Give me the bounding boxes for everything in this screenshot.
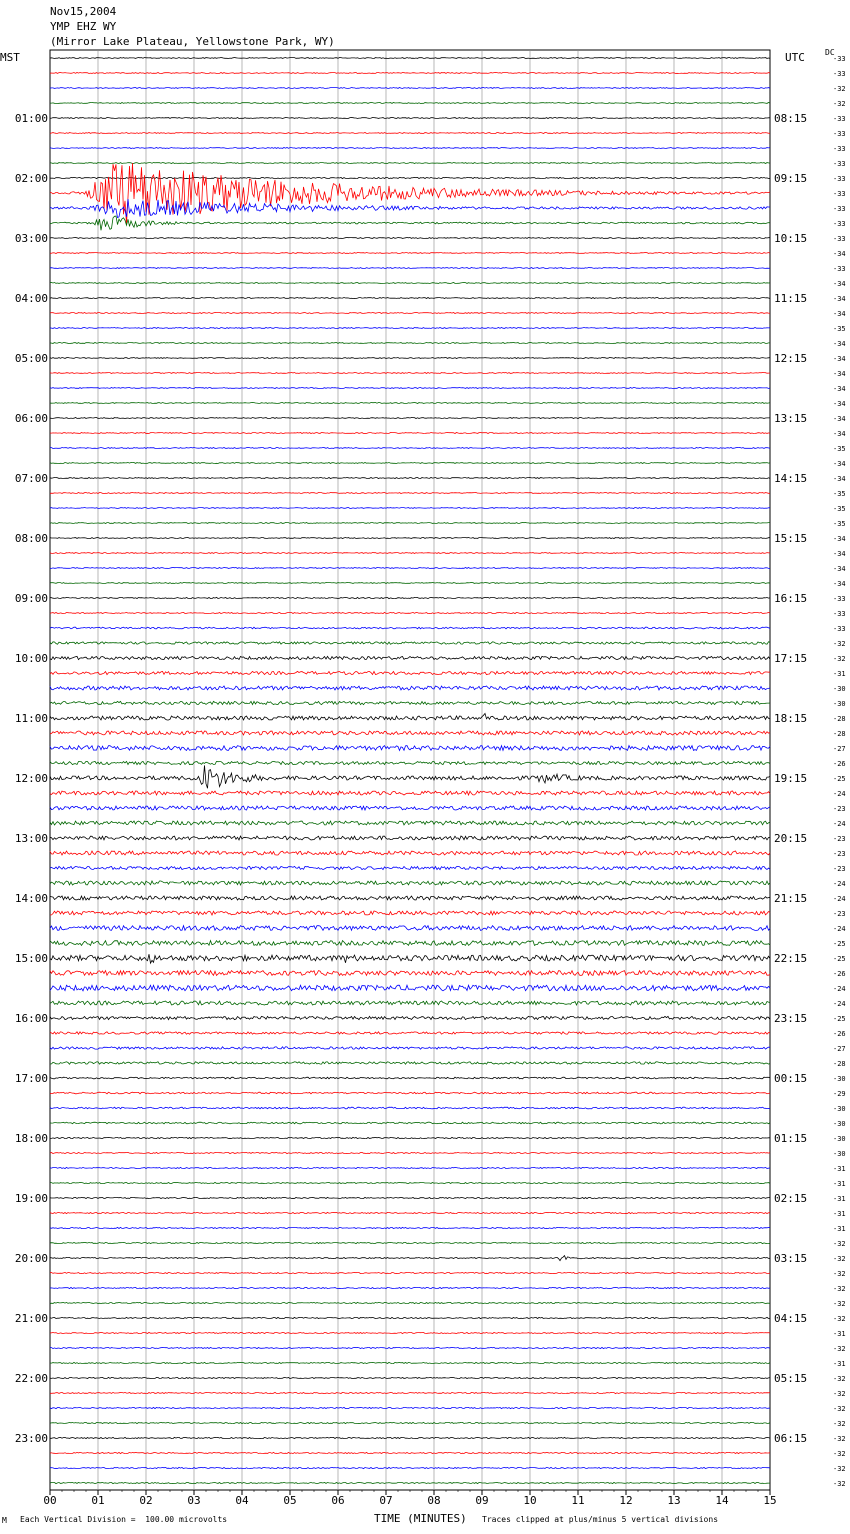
x-tick-label: 07 [379, 1494, 393, 1507]
trace-66 [50, 1047, 770, 1049]
dc-offset-label: -32 [833, 1315, 846, 1323]
dc-offset-label: -32 [833, 1405, 846, 1413]
right-hour-label: 06:15 [774, 1432, 808, 1445]
trace-23 [50, 403, 770, 404]
dc-offset-label: -24 [833, 895, 846, 903]
trace-28 [50, 478, 770, 479]
trace-59 [50, 941, 770, 946]
left-hour-label: 09:00 [14, 592, 48, 605]
dc-offset-label: -32 [833, 1390, 846, 1398]
right-hour-label: 02:15 [774, 1192, 808, 1205]
right-hour-label: 04:15 [774, 1312, 808, 1325]
right-hour-label: 22:15 [774, 952, 808, 965]
dc-offset-label: -31 [833, 1225, 846, 1233]
trace-62 [50, 985, 770, 991]
right-hour-label: 12:15 [774, 352, 808, 365]
trace-50 [50, 806, 770, 810]
dc-offset-label: -34 [833, 475, 846, 483]
left-hour-label: 10:00 [14, 652, 48, 665]
left-hour-label: 04:00 [14, 292, 48, 305]
right-hour-label: 00:15 [774, 1072, 808, 1085]
trace-52 [50, 836, 770, 840]
x-tick-label: 02 [139, 1494, 153, 1507]
right-hour-label: 23:15 [774, 1012, 808, 1025]
trace-12 [50, 238, 770, 239]
dc-offset-label: -34 [833, 565, 846, 573]
trace-57 [50, 911, 770, 915]
right-hour-label: 19:15 [774, 772, 808, 785]
dc-offset-label: -33 [833, 115, 846, 123]
left-hour-label: 22:00 [14, 1372, 48, 1385]
dc-offset-label: -33 [833, 160, 846, 168]
x-tick-label: 00 [43, 1494, 57, 1507]
dc-offset-label: -30 [833, 1135, 846, 1143]
scale-note: Each Vertical Division = 100.00 microvolts [20, 1515, 228, 1524]
trace-40 [50, 656, 770, 659]
trace-63 [50, 1001, 770, 1005]
dc-offset-label: -30 [833, 700, 846, 708]
dc-offset-label: -31 [833, 1330, 846, 1338]
trace-6 [50, 148, 770, 149]
dc-offset-label: -23 [833, 865, 846, 873]
dc-offset-label: -33 [833, 625, 846, 633]
left-hour-label: 08:00 [14, 532, 48, 545]
trace-16 [50, 298, 770, 299]
dc-offset-label: -23 [833, 835, 846, 843]
dc-offset-label: -34 [833, 550, 846, 558]
right-hour-label: 05:15 [774, 1372, 808, 1385]
trace-4 [50, 118, 770, 119]
right-hour-label: 16:15 [774, 592, 808, 605]
dc-offset-label: -33 [833, 235, 846, 243]
dc-offset-label: -33 [833, 175, 846, 183]
dc-offset-label: -33 [833, 220, 846, 228]
trace-54 [50, 866, 770, 869]
dc-offset-label: -25 [833, 1015, 846, 1023]
left-hour-label: 18:00 [14, 1132, 48, 1145]
dc-offset-label: -31 [833, 1195, 846, 1203]
dc-offset-label: -34 [833, 280, 846, 288]
x-tick-label: 09 [475, 1494, 489, 1507]
trace-38 [50, 627, 770, 629]
left-hour-label: 01:00 [14, 112, 48, 125]
dc-offset-label: -32 [833, 1375, 846, 1383]
plot-frame [50, 50, 770, 1490]
trace-10 [50, 199, 770, 218]
dc-offset-label: -32 [833, 1240, 846, 1248]
trace-83 [50, 1302, 770, 1303]
dc-offset-label: -28 [833, 715, 846, 723]
dc-offset-label: -30 [833, 1105, 846, 1113]
trace-81 [50, 1272, 770, 1273]
left-hour-label: 03:00 [14, 232, 48, 245]
right-hour-label: 21:15 [774, 892, 808, 905]
trace-94 [50, 1467, 770, 1468]
trace-85 [50, 1332, 770, 1333]
trace-31 [50, 523, 770, 524]
dc-offset-label: -32 [833, 640, 846, 648]
dc-offset-label: -31 [833, 1165, 846, 1173]
dc-offset-label: -34 [833, 580, 846, 588]
dc-offset-label: -32 [833, 1435, 846, 1443]
trace-14 [50, 268, 770, 269]
right-hour-label: 11:15 [774, 292, 808, 305]
dc-offset-label: -23 [833, 910, 846, 918]
x-tick-label: 06 [331, 1494, 345, 1507]
dc-offset-label: -31 [833, 1360, 846, 1368]
dc-offset-label: -32 [833, 1420, 846, 1428]
dc-offset-label: -24 [833, 925, 846, 933]
dc-offset-label: -34 [833, 535, 846, 543]
dc-offset-label: -33 [833, 610, 846, 618]
dc-offset-label: -32 [833, 1300, 846, 1308]
trace-67 [50, 1062, 770, 1064]
left-hour-label: 19:00 [14, 1192, 48, 1205]
dc-offset-label: -23 [833, 805, 846, 813]
right-hour-label: 15:15 [774, 532, 808, 545]
trace-65 [50, 1032, 770, 1034]
dc-offset-label: -34 [833, 460, 846, 468]
dc-offset-label: -34 [833, 310, 846, 318]
left-hour-label: 20:00 [14, 1252, 48, 1265]
dc-offset-label: -26 [833, 1030, 846, 1038]
left-hour-label: 12:00 [14, 772, 48, 785]
x-tick-label: 03 [187, 1494, 201, 1507]
right-hour-label: 08:15 [774, 112, 808, 125]
trace-8 [50, 177, 770, 178]
trace-71 [50, 1122, 770, 1124]
x-tick-label: 15 [763, 1494, 777, 1507]
left-hour-label: 14:00 [14, 892, 48, 905]
trace-17 [50, 313, 770, 314]
dc-offset-label: -32 [833, 1450, 846, 1458]
trace-76 [50, 1197, 770, 1198]
dc-offset-label: -32 [833, 100, 846, 108]
trace-80 [50, 1256, 770, 1261]
trace-46 [50, 746, 770, 751]
right-hour-label: 14:15 [774, 472, 808, 485]
dc-offset-label: -27 [833, 745, 846, 753]
trace-74 [50, 1167, 770, 1168]
trace-33 [50, 553, 770, 554]
trace-55 [50, 881, 770, 885]
dc-offset-label: -30 [833, 685, 846, 693]
dc-offset-label: -24 [833, 790, 846, 798]
trace-61 [50, 971, 770, 976]
trace-7 [50, 163, 770, 164]
left-hour-label: 23:00 [14, 1432, 48, 1445]
trace-34 [50, 568, 770, 569]
dc-offset-label: -35 [833, 490, 846, 498]
left-hour-label: 13:00 [14, 832, 48, 845]
trace-41 [50, 671, 770, 674]
right-hour-label: 18:15 [774, 712, 808, 725]
trace-60 [50, 954, 770, 963]
trace-22 [50, 388, 770, 389]
trace-84 [50, 1317, 770, 1318]
trace-48 [50, 765, 770, 788]
dc-offset-label: -34 [833, 385, 846, 393]
left-hour-label: 06:00 [14, 412, 48, 425]
dc-offset-label: -33 [833, 55, 846, 63]
dc-offset-label: -28 [833, 1060, 846, 1068]
x-tick-label: 10 [523, 1494, 537, 1507]
x-tick-label: 01 [91, 1494, 105, 1507]
dc-offset-label: -26 [833, 760, 846, 768]
left-hour-label: 11:00 [14, 712, 48, 725]
trace-35 [50, 583, 770, 584]
trace-87 [50, 1362, 770, 1363]
trace-86 [50, 1347, 770, 1348]
trace-30 [50, 508, 770, 509]
x-tick-label: 04 [235, 1494, 249, 1507]
left-hour-label: 16:00 [14, 1012, 48, 1025]
dc-offset-label: -33 [833, 595, 846, 603]
trace-18 [50, 328, 770, 329]
dc-offset-label: -26 [833, 970, 846, 978]
trace-15 [50, 283, 770, 284]
trace-11 [50, 216, 770, 230]
dc-label: DC [825, 48, 835, 57]
trace-72 [50, 1137, 770, 1138]
dc-offset-label: -33 [833, 265, 846, 273]
trace-56 [50, 896, 770, 900]
x-tick-label: 08 [427, 1494, 441, 1507]
trace-36 [50, 597, 770, 598]
dc-offset-label: -31 [833, 670, 846, 678]
trace-75 [50, 1182, 770, 1183]
right-hour-label: 13:15 [774, 412, 808, 425]
trace-49 [50, 791, 770, 795]
trace-1 [50, 73, 770, 74]
right-hour-label: 20:15 [774, 832, 808, 845]
trace-58 [50, 926, 770, 931]
trace-19 [50, 343, 770, 344]
trace-26 [50, 448, 770, 449]
dc-offset-label: -31 [833, 1210, 846, 1218]
right-hour-label: 03:15 [774, 1252, 808, 1265]
dc-offset-label: -25 [833, 775, 846, 783]
dc-offset-label: -35 [833, 505, 846, 513]
trace-93 [50, 1452, 770, 1453]
trace-20 [50, 358, 770, 359]
clip-note: Traces clipped at plus/minus 5 vertical divisions [482, 1515, 719, 1524]
header-station: YMP EHZ WY [50, 20, 117, 33]
dc-offset-label: -24 [833, 1000, 846, 1008]
dc-offset-label: -34 [833, 415, 846, 423]
trace-51 [50, 821, 770, 825]
x-tick-label: 11 [571, 1494, 585, 1507]
right-zone-label: UTC [785, 51, 805, 64]
trace-91 [50, 1422, 770, 1423]
trace-89 [50, 1392, 770, 1393]
dc-offset-label: -35 [833, 520, 846, 528]
trace-45 [50, 731, 770, 735]
trace-21 [50, 373, 770, 374]
dc-offset-label: -32 [833, 1270, 846, 1278]
dc-offset-label: -33 [833, 205, 846, 213]
dc-offset-label: -33 [833, 70, 846, 78]
trace-25 [50, 433, 770, 434]
x-axis-title: TIME (MINUTES) [374, 1512, 467, 1525]
trace-29 [50, 493, 770, 494]
dc-offset-label: -27 [833, 1045, 846, 1053]
left-hour-label: 02:00 [14, 172, 48, 185]
right-hour-label: 17:15 [774, 652, 808, 665]
dc-offset-label: -32 [833, 1345, 846, 1353]
trace-53 [50, 851, 770, 855]
dc-offset-label: -32 [833, 655, 846, 663]
trace-27 [50, 463, 770, 464]
left-hour-label: 21:00 [14, 1312, 48, 1325]
dc-offset-label: -33 [833, 190, 846, 198]
left-zone-label: MST [0, 51, 20, 64]
dc-offset-label: -34 [833, 355, 846, 363]
dc-offset-label: -35 [833, 325, 846, 333]
dc-offset-label: -30 [833, 1150, 846, 1158]
trace-73 [50, 1152, 770, 1153]
corner-mark: M [2, 1516, 7, 1525]
dc-offset-label: -30 [833, 1120, 846, 1128]
trace-90 [50, 1407, 770, 1408]
x-tick-label: 12 [619, 1494, 633, 1507]
dc-offset-label: -32 [833, 85, 846, 93]
header-date: Nov15,2004 [50, 5, 117, 18]
right-hour-label: 10:15 [774, 232, 808, 245]
trace-78 [50, 1227, 770, 1228]
trace-69 [50, 1092, 770, 1094]
dc-offset-label: -32 [833, 1285, 846, 1293]
trace-79 [50, 1242, 770, 1243]
dc-offset-label: -29 [833, 1090, 846, 1098]
left-hour-label: 07:00 [14, 472, 48, 485]
dc-offset-label: -34 [833, 250, 846, 258]
dc-offset-label: -33 [833, 130, 846, 138]
trace-68 [50, 1077, 770, 1079]
trace-70 [50, 1107, 770, 1109]
dc-offset-label: -28 [833, 730, 846, 738]
dc-offset-label: -34 [833, 370, 846, 378]
trace-0 [50, 58, 770, 59]
dc-offset-label: -32 [833, 1255, 846, 1263]
dc-offset-label: -34 [833, 340, 846, 348]
trace-44 [50, 714, 770, 721]
dc-offset-label: -24 [833, 985, 846, 993]
left-hour-label: 15:00 [14, 952, 48, 965]
dc-offset-label: -24 [833, 880, 846, 888]
trace-9 [50, 163, 770, 224]
x-tick-label: 05 [283, 1494, 297, 1507]
trace-42 [50, 686, 770, 690]
dc-offset-label: -30 [833, 1075, 846, 1083]
dc-offset-label: -25 [833, 955, 846, 963]
dc-offset-label: -32 [833, 1465, 846, 1473]
dc-offset-label: -23 [833, 850, 846, 858]
dc-offset-label: -31 [833, 1180, 846, 1188]
left-hour-label: 05:00 [14, 352, 48, 365]
dc-offset-label: -33 [833, 145, 846, 153]
trace-5 [50, 133, 770, 134]
dc-offset-label: -34 [833, 295, 846, 303]
trace-2 [50, 88, 770, 89]
trace-77 [50, 1212, 770, 1213]
dc-offset-label: -34 [833, 400, 846, 408]
dc-offset-label: -35 [833, 445, 846, 453]
right-hour-label: 09:15 [774, 172, 808, 185]
dc-offset-label: -25 [833, 940, 846, 948]
header-location: (Mirror Lake Plateau, Yellowstone Park, WY) [50, 35, 335, 48]
trace-88 [50, 1377, 770, 1378]
trace-39 [50, 642, 770, 644]
trace-92 [50, 1437, 770, 1438]
trace-95 [50, 1482, 770, 1483]
trace-32 [50, 538, 770, 539]
dc-offset-label: -24 [833, 820, 846, 828]
dc-offset-label: -32 [833, 1480, 846, 1488]
left-hour-label: 17:00 [14, 1072, 48, 1085]
trace-24 [50, 418, 770, 419]
trace-47 [50, 761, 770, 764]
trace-13 [50, 253, 770, 254]
trace-3 [50, 103, 770, 104]
trace-82 [50, 1287, 770, 1288]
right-hour-label: 01:15 [774, 1132, 808, 1145]
trace-64 [50, 1016, 770, 1019]
x-tick-label: 13 [667, 1494, 681, 1507]
trace-43 [50, 701, 770, 704]
dc-offset-label: -34 [833, 430, 846, 438]
x-tick-label: 14 [715, 1494, 729, 1507]
trace-37 [50, 612, 770, 613]
